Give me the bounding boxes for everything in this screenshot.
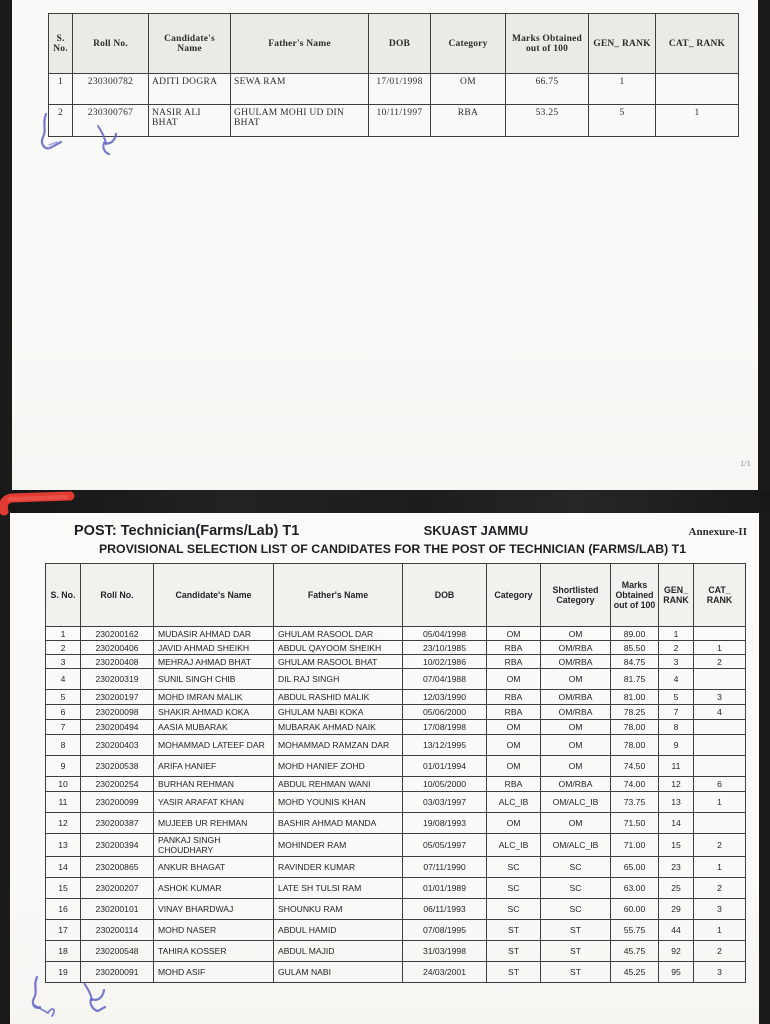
table-cell: 1 <box>49 74 73 105</box>
table-cell: 230200408 <box>81 655 154 669</box>
table-cell: 13 <box>46 834 81 857</box>
table-cell: MOHD HANIEF ZOHD <box>274 756 403 777</box>
table-cell: RBA <box>487 690 541 705</box>
table-cell: 14 <box>659 813 694 834</box>
table-cell: SC <box>487 857 541 878</box>
table-cell: SC <box>487 878 541 899</box>
column-header: GEN_ RANK <box>589 14 656 74</box>
column-header: Category <box>487 564 541 627</box>
table-cell: AASIA MUBARAK <box>154 720 274 735</box>
table-cell: ST <box>541 941 611 962</box>
table-cell: 230200197 <box>81 690 154 705</box>
table-cell: 3 <box>46 655 81 669</box>
column-header: S. No. <box>49 14 73 74</box>
table-cell: ST <box>541 962 611 983</box>
table-row <box>46 813 746 834</box>
table-cell: 74.50 <box>611 756 659 777</box>
table-cell: 230200494 <box>81 720 154 735</box>
table-cell: 8 <box>46 735 81 756</box>
table-cell: 230300782 <box>73 74 149 105</box>
table-cell: 17 <box>46 920 81 941</box>
table-cell: 3 <box>694 690 746 705</box>
table-cell: SC <box>541 857 611 878</box>
table-cell: MUJEEB UR REHMAN <box>154 813 274 834</box>
table-cell: 60.00 <box>611 899 659 920</box>
table-cell: 01/01/1994 <box>403 756 487 777</box>
table-cell: 1 <box>694 857 746 878</box>
table-cell: 7 <box>46 720 81 735</box>
table-cell: 1 <box>659 627 694 641</box>
page-gap-band <box>0 490 770 513</box>
table-row <box>49 74 739 105</box>
table-cell: OM <box>487 735 541 756</box>
table-cell: BURHAN REHMAN <box>154 777 274 792</box>
column-header: CAT_ RANK <box>656 14 739 74</box>
table-cell: RBA <box>487 641 541 655</box>
table-cell: 230200162 <box>81 627 154 641</box>
table-cell: 2 <box>46 641 81 655</box>
table-cell: RBA <box>487 655 541 669</box>
table-cell: 230200114 <box>81 920 154 941</box>
table-row <box>46 941 746 962</box>
table-cell: 230200098 <box>81 705 154 720</box>
table-cell: 81.00 <box>611 690 659 705</box>
table-cell: 230300767 <box>73 105 149 137</box>
table-cell: ABDUL MAJID <box>274 941 403 962</box>
table-cell: 74.00 <box>611 777 659 792</box>
table-cell: 17/01/1998 <box>369 74 431 105</box>
table-row <box>46 669 746 690</box>
table-cell: PANKAJ SINGH CHOUDHARY <box>154 834 274 857</box>
table-cell: 12 <box>46 813 81 834</box>
table-cell: OM/RBA <box>541 777 611 792</box>
table-row <box>46 690 746 705</box>
table-cell: OM <box>541 813 611 834</box>
table-cell: ST <box>487 941 541 962</box>
table-cell: 13 <box>659 792 694 813</box>
table-cell: 5 <box>589 105 656 137</box>
table-cell: 73.75 <box>611 792 659 813</box>
table-cell: 1 <box>656 105 739 137</box>
table-cell: ABDUL RASHID MALIK <box>274 690 403 705</box>
table-cell: 9 <box>46 756 81 777</box>
table-row <box>46 962 746 983</box>
table-cell: 2 <box>694 941 746 962</box>
page2-header <box>10 523 759 556</box>
table-cell: 15 <box>659 834 694 857</box>
table-cell: SUNIL SINGH CHIB <box>154 669 274 690</box>
table-cell: 230200387 <box>81 813 154 834</box>
table-cell: 71.00 <box>611 834 659 857</box>
selection-table-page2 <box>45 563 746 983</box>
table-cell: 7 <box>659 705 694 720</box>
pen-tick-mark <box>78 981 114 1017</box>
table-cell: OM <box>541 735 611 756</box>
column-header: Category <box>431 14 506 74</box>
table-cell: OM/RBA <box>541 641 611 655</box>
table-cell: GHULAM RASOOL BHAT <box>274 655 403 669</box>
table-row <box>46 720 746 735</box>
table-cell: OM/ALC_IB <box>541 792 611 813</box>
table-cell: 14 <box>46 857 81 878</box>
table-cell: 4 <box>659 669 694 690</box>
post-title: POST: Technician(Farms/Lab) T1 <box>74 523 300 539</box>
table-header-row <box>46 564 746 627</box>
table-cell: 19/08/1993 <box>403 813 487 834</box>
table-cell: RAVINDER KUMAR <box>274 857 403 878</box>
table-row <box>46 920 746 941</box>
table-row <box>46 627 746 641</box>
table-cell: 230200865 <box>81 857 154 878</box>
table-cell: 230200538 <box>81 756 154 777</box>
table-cell: OM <box>541 627 611 641</box>
table-cell: 55.75 <box>611 920 659 941</box>
table-cell: 12 <box>659 777 694 792</box>
table-cell: 2 <box>694 834 746 857</box>
table-cell: 63.00 <box>611 878 659 899</box>
table-cell: OM/RBA <box>541 705 611 720</box>
table-header-row <box>49 14 739 74</box>
table-cell: 71.50 <box>611 813 659 834</box>
column-header: Father's Name <box>231 14 369 74</box>
table-cell: 16 <box>46 899 81 920</box>
table-cell: 230200207 <box>81 878 154 899</box>
table-cell: MUDASIR AHMAD DAR <box>154 627 274 641</box>
table-cell: 4 <box>46 669 81 690</box>
table-cell: OM/ALC_IB <box>541 834 611 857</box>
column-header: CAT_ RANK <box>694 564 746 627</box>
table-cell: 06/11/1993 <box>403 899 487 920</box>
table-cell: OM/RBA <box>541 655 611 669</box>
table-row <box>46 756 746 777</box>
table-cell: OM <box>487 813 541 834</box>
table-cell: OM/RBA <box>541 690 611 705</box>
table-cell: 92 <box>659 941 694 962</box>
table-cell: 29 <box>659 899 694 920</box>
table-row <box>46 857 746 878</box>
table-cell: 13/12/1995 <box>403 735 487 756</box>
table-cell: MOHD NASER <box>154 920 274 941</box>
table-cell: 85.50 <box>611 641 659 655</box>
column-header: GEN_ RANK <box>659 564 694 627</box>
table-cell: OM <box>487 627 541 641</box>
table-cell: 2 <box>659 641 694 655</box>
table-cell: MUBARAK AHMAD NAIK <box>274 720 403 735</box>
table-cell: ABDUL HAMID <box>274 920 403 941</box>
table-cell: 1 <box>46 627 81 641</box>
table-cell: GULAM NABI <box>274 962 403 983</box>
table-cell: MOHAMMAD LATEEF DAR <box>154 735 274 756</box>
table-cell: OM <box>541 756 611 777</box>
table-cell: 15 <box>46 878 81 899</box>
table-cell: 18 <box>46 941 81 962</box>
table-cell: RBA <box>487 777 541 792</box>
table-cell: 3 <box>694 899 746 920</box>
table-cell: ST <box>487 962 541 983</box>
table-cell: 2 <box>694 878 746 899</box>
table-cell: 07/11/1990 <box>403 857 487 878</box>
table-cell: 9 <box>659 735 694 756</box>
table-cell: ALC_IB <box>487 792 541 813</box>
column-header: S. No. <box>46 564 81 627</box>
table-cell: 25 <box>659 878 694 899</box>
table-row <box>46 777 746 792</box>
table-row <box>46 735 746 756</box>
table-cell: 31/03/1998 <box>403 941 487 962</box>
column-header: DOB <box>369 14 431 74</box>
table-cell: 230200548 <box>81 941 154 962</box>
table-cell: 10/11/1997 <box>369 105 431 137</box>
table-cell: OM <box>541 720 611 735</box>
table-cell: 3 <box>694 962 746 983</box>
table-cell: 23 <box>659 857 694 878</box>
table-cell: 1 <box>589 74 656 105</box>
table-cell: ST <box>487 920 541 941</box>
table-cell: 10 <box>46 777 81 792</box>
table-cell: RBA <box>487 705 541 720</box>
table-cell: 03/03/1997 <box>403 792 487 813</box>
annexure-label: Annexure-II <box>688 526 747 538</box>
table-cell: 05/06/2000 <box>403 705 487 720</box>
table-cell: 45.25 <box>611 962 659 983</box>
table-cell: 230200394 <box>81 834 154 857</box>
table-row <box>46 641 746 655</box>
table-cell <box>694 669 746 690</box>
table-cell: VINAY BHARDWAJ <box>154 899 274 920</box>
table-cell: 6 <box>46 705 81 720</box>
table-cell: MOHINDER RAM <box>274 834 403 857</box>
table-cell: 8 <box>659 720 694 735</box>
table-cell: NASIR ALI BHAT <box>149 105 231 137</box>
table-cell: 230200091 <box>81 962 154 983</box>
table-cell: SHAKIR AHMAD KOKA <box>154 705 274 720</box>
table-cell: OM <box>541 669 611 690</box>
table-cell: SHOUNKU RAM <box>274 899 403 920</box>
organization-title: SKUAST JAMMU <box>423 523 529 538</box>
table-cell: 2 <box>49 105 73 137</box>
table-cell: 65.00 <box>611 857 659 878</box>
table-cell: 10/05/2000 <box>403 777 487 792</box>
table-cell: RBA <box>431 105 506 137</box>
table-cell: BASHIR AHMAD MANDA <box>274 813 403 834</box>
table-cell: 23/10/1985 <box>403 641 487 655</box>
table-cell: ST <box>541 920 611 941</box>
table-cell: 5 <box>659 690 694 705</box>
table-cell: 89.00 <box>611 627 659 641</box>
table-row <box>46 899 746 920</box>
table-cell: 01/01/1989 <box>403 878 487 899</box>
table-cell: MOHD YOUNIS KHAN <box>274 792 403 813</box>
table-cell <box>694 756 746 777</box>
table-cell: OM <box>487 756 541 777</box>
table-cell <box>694 813 746 834</box>
scanned-page-1 <box>12 0 758 490</box>
table-cell: 11 <box>46 792 81 813</box>
table-cell: TAHIRA KOSSER <box>154 941 274 962</box>
table-cell <box>694 627 746 641</box>
table-cell: SC <box>541 899 611 920</box>
table-cell: 11 <box>659 756 694 777</box>
table-row <box>49 105 739 137</box>
table-cell: 6 <box>694 777 746 792</box>
table-row <box>46 792 746 813</box>
table-cell: LATE SH TULSI RAM <box>274 878 403 899</box>
table-cell: 81.75 <box>611 669 659 690</box>
table-cell: 78.00 <box>611 735 659 756</box>
table-cell: OM <box>487 669 541 690</box>
table-row <box>46 705 746 720</box>
table-cell: ALC_IB <box>487 834 541 857</box>
table-cell: DIL RAJ SINGH <box>274 669 403 690</box>
table-cell: JAVID AHMAD SHEIKH <box>154 641 274 655</box>
table-cell: 230200101 <box>81 899 154 920</box>
table-cell: 12/03/1990 <box>403 690 487 705</box>
table-cell: 230200403 <box>81 735 154 756</box>
table-cell: 05/05/1997 <box>403 834 487 857</box>
table-cell: 230200099 <box>81 792 154 813</box>
table-cell: 5 <box>46 690 81 705</box>
table-cell: 66.75 <box>506 74 589 105</box>
table-cell: 4 <box>694 705 746 720</box>
table-cell: ANKUR BHAGAT <box>154 857 274 878</box>
scanned-page-2 <box>10 513 759 1024</box>
table-cell: 84.75 <box>611 655 659 669</box>
table-cell: MOHD IMRAN MALIK <box>154 690 274 705</box>
table-cell: SEWA RAM <box>231 74 369 105</box>
table-cell: GHULAM RASOOL DAR <box>274 627 403 641</box>
column-header: Father's Name <box>274 564 403 627</box>
column-header: Shortlisted Category <box>541 564 611 627</box>
column-header: Roll No. <box>73 14 149 74</box>
table-cell: 230200319 <box>81 669 154 690</box>
table-cell: 44 <box>659 920 694 941</box>
table-cell: 07/08/1995 <box>403 920 487 941</box>
column-header: Marks Obtained out of 100 <box>611 564 659 627</box>
column-header: Roll No. <box>81 564 154 627</box>
table-cell: MEHRAJ AHMAD BHAT <box>154 655 274 669</box>
table-cell: ADITI DOGRA <box>149 74 231 105</box>
table-cell: 19 <box>46 962 81 983</box>
table-cell <box>694 735 746 756</box>
table-cell: OM <box>431 74 506 105</box>
table-cell: 95 <box>659 962 694 983</box>
table-cell <box>694 720 746 735</box>
column-header: Candidate's Name <box>149 14 231 74</box>
table-cell: 230200406 <box>81 641 154 655</box>
column-header: Marks Obtained out of 100 <box>506 14 589 74</box>
table-cell: 1 <box>694 641 746 655</box>
table-cell: ASHOK KUMAR <box>154 878 274 899</box>
page-number-indicator: 1/1 <box>740 458 751 468</box>
table-cell: 45.75 <box>611 941 659 962</box>
table-cell: 3 <box>659 655 694 669</box>
table-cell: GHULAM NABI KOKA <box>274 705 403 720</box>
table-cell: 53.25 <box>506 105 589 137</box>
table-cell: 1 <box>694 920 746 941</box>
table-cell: 24/03/2001 <box>403 962 487 983</box>
table-cell: MOHD ASIF <box>154 962 274 983</box>
table-cell: SC <box>541 878 611 899</box>
table-cell: 17/08/1998 <box>403 720 487 735</box>
table-row <box>46 834 746 857</box>
table-cell: SC <box>487 899 541 920</box>
table-cell: 78.00 <box>611 720 659 735</box>
table-cell: 10/02/1986 <box>403 655 487 669</box>
table-cell: 07/04/1988 <box>403 669 487 690</box>
table-row <box>46 655 746 669</box>
table-cell: 230200254 <box>81 777 154 792</box>
table-cell: ABDUL REHMAN WANI <box>274 777 403 792</box>
table-cell: ARIFA HANIEF <box>154 756 274 777</box>
table-row <box>46 878 746 899</box>
table-cell: 05/04/1998 <box>403 627 487 641</box>
table-cell: ABDUL QAYOOM SHEIKH <box>274 641 403 655</box>
selection-table-page1 <box>48 13 739 137</box>
table-cell: YASIR ARAFAT KHAN <box>154 792 274 813</box>
table-cell: 1 <box>694 792 746 813</box>
column-header: Candidate's Name <box>154 564 274 627</box>
document-subtitle: PROVISIONAL SELECTION LIST OF CANDIDATES FOR THE POST OF TECHNICIAN (FARMS/LAB) T1 <box>98 542 687 556</box>
table-cell <box>656 74 739 105</box>
table-cell: MOHAMMAD RAMZAN DAR <box>274 735 403 756</box>
table-cell: 2 <box>694 655 746 669</box>
table-cell: 78.25 <box>611 705 659 720</box>
column-header: DOB <box>403 564 487 627</box>
table-cell: GHULAM MOHI UD DIN BHAT <box>231 105 369 137</box>
table-cell: OM <box>487 720 541 735</box>
